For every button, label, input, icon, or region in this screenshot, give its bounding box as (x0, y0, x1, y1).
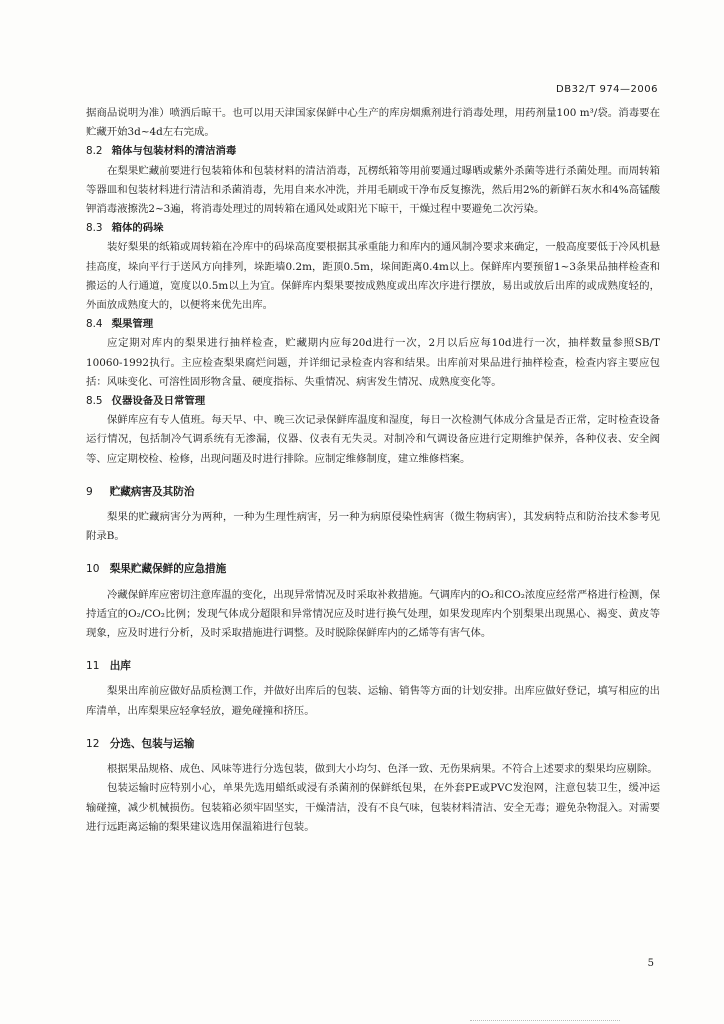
paragraph: 据商品说明为准）喷洒后晾干。也可以用天津国家保鲜中心生产的库房烟熏剂进行消毒处理，用药剂量100 m³/袋。消毒要在贮藏开始3d~4d左右完成。 (86, 107, 660, 139)
subsection-heading (86, 392, 660, 411)
paragraph: 应定期对库内的梨果进行抽样检查，贮藏期内应每20d进行一次，2月以后应每10d进行一次，抽样数量参照SB/T 10060-1992执行。主应检查梨果腐烂问题，并详细记录检查内容和结果。出库前对果品进行抽样检查，检查内容主要应包括：风味变化、可溶性固形物含量、硬度指标、失重情况、病害发生情况、成熟度变化等。 (86, 337, 660, 388)
spacer (86, 469, 660, 483)
section-heading (86, 483, 660, 502)
spacer (86, 643, 660, 657)
spacer (86, 721, 660, 735)
paragraph: 包装运输时应特别小心，单果先选用蜡纸或浸有杀菌剂的保鲜纸包果，在外套PE或PVC发泡网，注意包装卫生，缓冲运输碰撞，减少机械损伤。包装箱必须牢固坚实，干燥清洁，没有不良气味，包装材料清洁、安全无毒；避免杂物混入。对需要进行远距离运输的梨果建议选用保温箱进行包装。 (86, 782, 660, 833)
standard-number: DB32/T 974—2006 (556, 84, 658, 95)
heading-number: 8.4 (86, 318, 103, 331)
heading-text: 贮藏病害及其防治 (109, 485, 195, 498)
subsection-heading (86, 219, 660, 238)
subsection-heading (86, 315, 660, 334)
section-heading (86, 560, 660, 579)
paragraph: 保鲜库应有专人值班。每天早、中、晚三次记录保鲜库温度和湿度，每日一次检测气体成分含量是否正常，定时检查设备运行情况，包括制冷气调系统有无渗漏，仪器、仪表有无失灵。对制冷和气调设备应进行定期维护保养，各种仪表、安全阀等、应定期校检、检修，出现问题及时进行排除。应制定维修制度，建立维修档案。 (86, 414, 660, 465)
document-body (86, 104, 660, 837)
heading-number: 8.3 (86, 222, 103, 235)
paragraph: 装好梨果的纸箱或周转箱在冷库中的码垛高度要根据其承重能力和库内的通风制冷要求来确定，一般高度要低于冷风机悬挂高度，垛向平行于送风方向排列，垛距墙0.2m，距顶0.5m，垛间距离0.4m以上。保鲜库内要预留1~3条果品抽样检查和搬运的人行通道，宽度以0.5m以上为宜。保鲜库内梨果要按成熟度或出库次序进行摆放，易出或放后出库的或成熟度轻的，外面放成熟度大的，以便将来优先出库。 (86, 241, 660, 312)
heading-text: 仪器设备及日常管理 (111, 395, 206, 408)
paragraph: 梨果出库前应做好品质检测工作，并做好出库后的包装、运输、销售等方面的计划安排。出库应做好登记，填写相应的出库清单，出库梨果应轻拿轻放，避免碰撞和挤压。 (86, 685, 660, 717)
section-heading (86, 735, 660, 754)
heading-number: 8.5 (86, 395, 103, 408)
paragraph: 冷藏保鲜库应密切注意库温的变化，出现异常情况及时采取补救措施。气调库内的O₂和CO₂浓度应经常严格进行检测，保持适宜的O₂/CO₂比例；发现气体成分超限和异常情况应及时进行换气处理，如果发现库内个别梨果出现黑心、褐变、黄皮等现象，应及时进行分析，及时采取措施进行调整。及时脱除保鲜库内的乙烯等有害气体。 (86, 588, 660, 640)
heading-text: 梨果贮藏保鲜的应急措施 (109, 563, 227, 576)
paragraph: 根据果品规格、成色、风味等进行分选包装，做到大小均匀、色泽一致、无伤果病果。不符合上述要求的梨果均应剔除。 (107, 763, 658, 776)
paragraph: 梨果的贮藏病害分为两种，一种为生理性病害，另一种为病原侵染性病害（微生物病害），其发病特点和防治技术参考见附录B。 (86, 511, 660, 543)
heading-number: 11 (86, 660, 100, 673)
heading-number: 8.2 (86, 145, 103, 158)
paragraph: 在梨果贮藏前要进行包装箱体和包装材料的清洁消毒，瓦楞纸箱等用前要通过曝晒或紫外杀菌等进行杀菌处理。而周转箱等器皿和包装材料进行清洁和杀菌消毒，先用自来水冲洗，并用毛刷或干净布反复擦洗，然后用2%的新鲜石灰水和4%高锰酸钾消毒液擦洗2~3遍，将消毒处理过的周转箱在通风处或阳光下晾干，干燥过程中要避免二次污染。 (86, 164, 660, 216)
heading-text: 箱体的码垛 (111, 222, 164, 235)
heading-text: 出库 (109, 660, 131, 673)
heading-number: 10 (86, 563, 100, 576)
scan-artifact (470, 1020, 620, 1023)
heading-text: 梨果管理 (111, 318, 154, 331)
spacer (86, 546, 660, 560)
subsection-heading (86, 142, 660, 161)
section-heading (86, 657, 660, 676)
heading-number: 9 (86, 485, 93, 498)
page-number: 5 (647, 958, 654, 969)
heading-text: 箱体与包装材料的清洁消毒 (111, 145, 237, 158)
heading-text: 分选、包装与运输 (109, 737, 195, 750)
heading-number: 12 (86, 737, 100, 750)
